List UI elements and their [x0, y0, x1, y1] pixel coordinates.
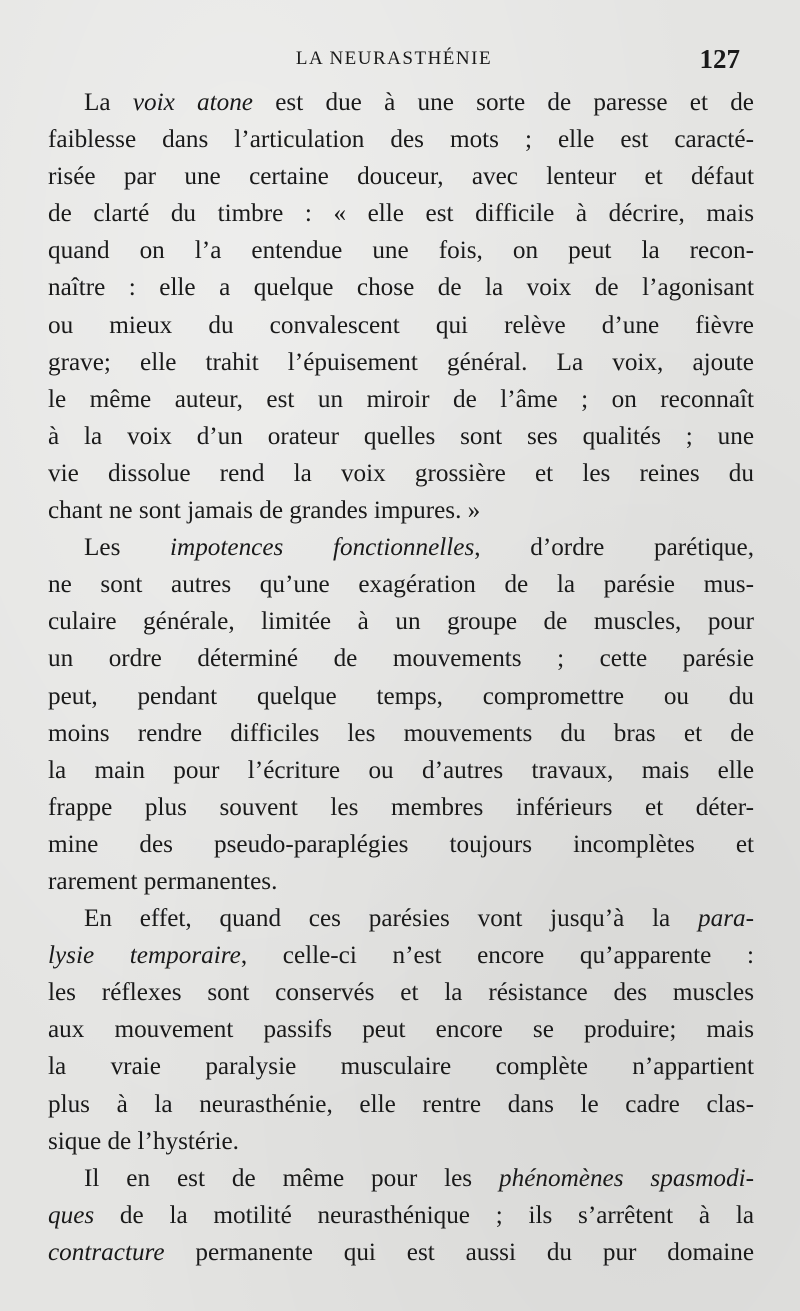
text-segment: la main pour l’écriture ou d’autres travaux, mais elle [48, 756, 754, 784]
body-text [48, 84, 754, 1271]
text-segment: Il en est de même pour les [84, 1164, 500, 1192]
text-segment: naître : elle a quelque chose de la voix de l’agonisant [48, 274, 754, 302]
text-line [48, 1234, 754, 1271]
text-line [48, 937, 754, 974]
text-line [48, 84, 754, 121]
text-segment: quand on l’a entendue une fois, on peut la recon- [48, 237, 754, 265]
text-segment: sique de l’hystérie. [48, 1127, 239, 1155]
text-segment: permanente qui est aussi du pur domaine [164, 1238, 754, 1266]
text-line [48, 1197, 754, 1234]
italic-text: para- [698, 905, 754, 933]
text-segment: ou mieux du convalescent qui relève d’une fièvre [48, 311, 754, 339]
text-line [48, 492, 754, 529]
text-line [48, 418, 754, 455]
text-segment: les réflexes sont conservés et la résistance des muscles [48, 979, 754, 1007]
paragraph [48, 1160, 754, 1271]
paragraph [48, 900, 754, 1160]
text-segment: à la voix d’un orateur quelles sont ses qualités ; une [48, 422, 754, 450]
italic-text: impotences fonctionnelles [170, 534, 475, 562]
text-line [48, 1086, 754, 1123]
text-line [48, 344, 754, 381]
text-segment: aux mouvement passifs peut encore se produire; mais [48, 1016, 754, 1044]
text-segment: vie dissolue rend la voix grossière et les reines du [48, 459, 754, 487]
text-segment: peut, pendant quelque temps, compromettre ou du [48, 682, 754, 710]
text-line [48, 121, 754, 158]
text-segment: un ordre déterminé de mouvements ; cette parésie [48, 645, 754, 673]
paragraph [48, 529, 754, 900]
text-segment: de la motilité neurasthénique ; ils s’arrêtent à la [94, 1201, 754, 1229]
text-line [48, 678, 754, 715]
text-segment: la vraie paralysie musculaire complète n’appartient [48, 1053, 754, 1081]
text-segment: risée par une certaine douceur, avec lenteur et défaut [48, 163, 754, 191]
italic-text: contracture [48, 1238, 165, 1266]
text-segment: ne sont autres qu’une exagération de la parésie mus- [48, 571, 754, 599]
text-line [48, 1160, 754, 1197]
text-line [48, 1123, 754, 1160]
text-line [48, 715, 754, 752]
text-line [48, 789, 754, 826]
text-line [48, 381, 754, 418]
text-segment: , d’ordre parétique, [474, 534, 754, 562]
text-segment: plus à la neurasthénie, elle rentre dans le cadre clas- [48, 1090, 754, 1118]
text-segment: Les [84, 534, 171, 562]
text-line [48, 455, 754, 492]
text-line [48, 640, 754, 677]
text-segment: moins rendre difficiles les mouvements du bras et de [48, 719, 754, 747]
text-segment: En effet, quand ces parésies vont jusqu’à la [84, 905, 699, 933]
text-line [48, 900, 754, 937]
paragraph [48, 84, 754, 529]
text-line [48, 195, 754, 232]
text-line [48, 863, 754, 900]
text-line [48, 752, 754, 789]
text-line [48, 269, 754, 306]
text-segment: culaire générale, limitée à un groupe de muscles, pour [48, 608, 754, 636]
text-line [48, 529, 754, 566]
text-segment: mine des pseudo-paraplégies toujours incomplètes et [48, 830, 754, 858]
text-line [48, 1011, 754, 1048]
text-line [48, 826, 754, 863]
text-segment: La [84, 89, 133, 116]
italic-text: phénomènes spasmodi- [499, 1164, 754, 1192]
running-head [48, 44, 740, 74]
text-segment: le même auteur, est un miroir de l’âme ; on reconnaît [48, 385, 754, 413]
text-line [48, 974, 754, 1011]
text-line [48, 232, 754, 269]
text-segment: frappe plus souvent les membres inférieurs et déter- [48, 793, 754, 821]
text-line [48, 1048, 754, 1085]
italic-text: voix atone [132, 89, 253, 116]
text-line [48, 158, 754, 195]
text-line [48, 603, 754, 640]
text-line [48, 307, 754, 344]
text-line [48, 566, 754, 603]
italic-text: lysie temporaire [48, 942, 241, 970]
text-segment: grave; elle trahit l’épuisement général. La voix, ajoute [48, 348, 754, 376]
text-segment: de clarté du timbre : « elle est difficile à décrire, mais [48, 200, 754, 228]
text-segment: rarement permanentes. [48, 867, 278, 895]
text-segment: est due à une sorte de paresse et de [253, 89, 754, 116]
text-segment: , celle-ci n’est encore qu’apparente : [240, 942, 754, 970]
italic-text: ques [48, 1201, 95, 1229]
running-head-title: LA NEURASTHÉNIE [295, 48, 493, 69]
text-segment: faiblesse dans l’articulation des mots ; elle est caracté- [48, 126, 754, 154]
page-number: 127 [699, 44, 740, 74]
text-segment: chant ne sont jamais de grandes impures. » [48, 497, 481, 525]
